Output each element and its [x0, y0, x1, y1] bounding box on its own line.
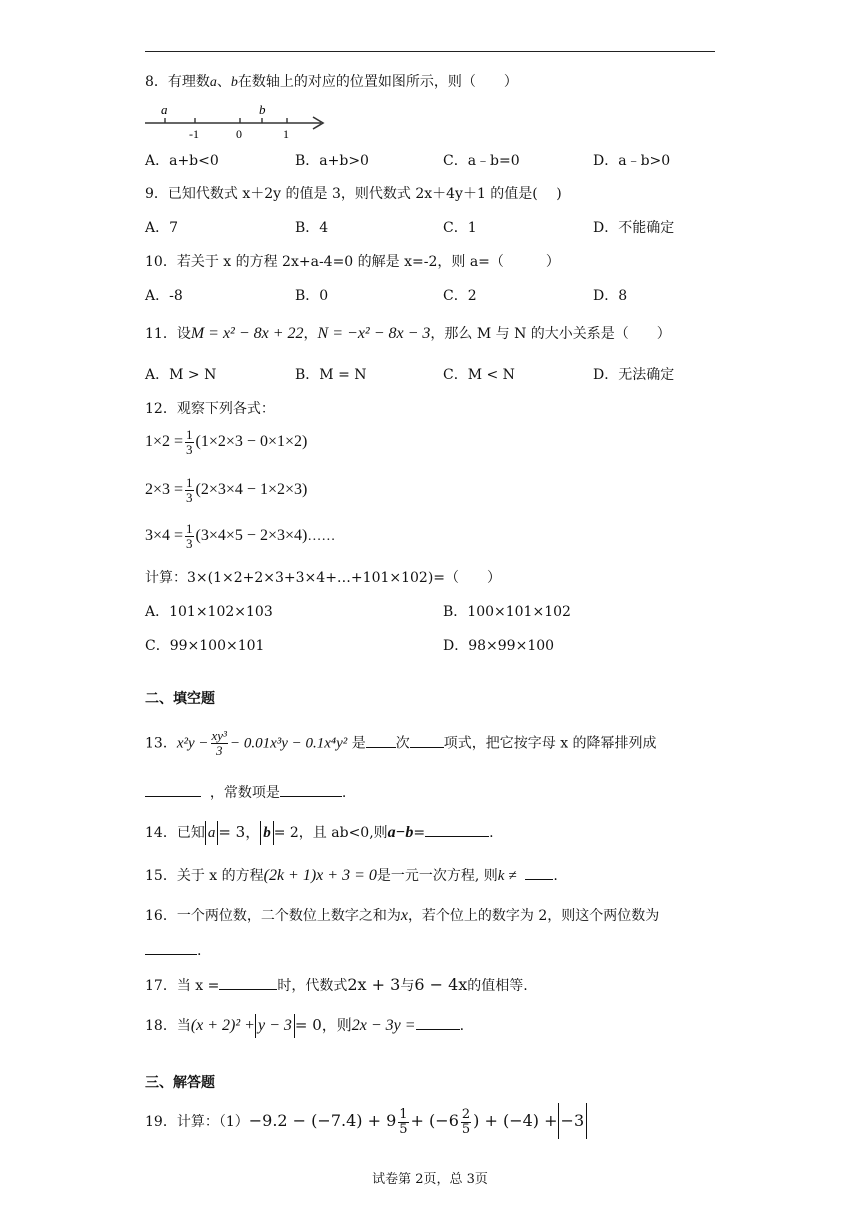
q10-option-d[interactable]: D．8 [593, 288, 628, 304]
q8-option-c[interactable]: C．a﹣b=0 [443, 153, 520, 169]
fraction-one-third: $\frac{1}{3}$ [186, 475, 193, 505]
blank-13d[interactable] [280, 782, 342, 797]
q15-k-neq: k ≠ [497, 868, 517, 884]
q9-option-d[interactable]: D．不能确定 [593, 220, 675, 236]
q12-equation-1 [145, 428, 307, 457]
question-12: 12．观察下列各式： [145, 401, 275, 417]
q13-number: 13． [145, 735, 177, 752]
q9-option-a[interactable]: A．7 [145, 220, 179, 236]
q10-option-b[interactable]: B．0 [295, 288, 329, 304]
question-11 [145, 324, 671, 344]
q12-option-d[interactable]: D．98×99×100 [443, 638, 555, 654]
eq3-left: 3×4 = [145, 527, 184, 545]
blank-15[interactable] [525, 865, 553, 880]
q9-option-b[interactable]: B．4 [295, 220, 329, 236]
q13-expr-b: − 0.01x³y − 0.1x⁴y² [229, 735, 348, 752]
question-19 [145, 1103, 587, 1140]
q12-calc: 计算：3×(1×2+2×3+3×4+…+101×102)=（ ） [145, 570, 502, 586]
q11-n-expression: N = −x² − 8x − 3 [317, 325, 431, 342]
q14-equals: = [413, 825, 426, 841]
q12-option-a[interactable]: A．101×102×103 [145, 604, 273, 620]
q13-text-a: 是 [351, 735, 366, 752]
eq2-left: 2×3 = [145, 481, 184, 499]
question-14 [145, 820, 494, 845]
blank-13a[interactable] [366, 733, 396, 748]
q10-option-a[interactable]: A．-8 [145, 288, 183, 304]
q12-equation-2 [145, 476, 307, 505]
blank-17[interactable] [219, 975, 277, 990]
q14-pre: 14．已知 [145, 825, 205, 841]
q11-option-b[interactable]: B．M = N [295, 367, 367, 383]
q19-expr-1: −9.2 − (−7.4) + 9 [248, 1111, 397, 1130]
tick-minus-1: -1 [189, 127, 199, 141]
q12-option-b[interactable]: B．100×101×102 [443, 604, 571, 620]
eq3-right: (3×4×5 − 2×3×4) [195, 527, 308, 545]
question-16 [145, 906, 659, 926]
eq2-right: (2×3×4 − 1×2×3) [195, 481, 308, 499]
q12-option-c[interactable]: C．99×100×101 [145, 638, 265, 654]
label-a: a [161, 102, 168, 117]
q16-post: ，若个位上的数字为 2，则这个两位数为 [407, 908, 660, 924]
q11-option-d[interactable]: D．无法确定 [593, 367, 675, 383]
eq1-right: (1×2×3 − 0×1×2) [195, 433, 308, 451]
q13-expr-a: x²y − [176, 735, 209, 752]
blank-16[interactable] [145, 940, 197, 955]
q15-equation: (2k + 1)x + 3 = 0 [263, 867, 377, 884]
q14-eq-a: = 3， [218, 823, 261, 841]
blank-14[interactable] [425, 822, 489, 837]
q14-eq-b: = 2，且 ab<0,则 [273, 825, 388, 841]
q19-fraction-1: $\frac{1}{5}$ [399, 1106, 408, 1137]
q15-end: . [553, 868, 558, 884]
question-9: 9．已知代数式 x＋2y 的值是 3，则代数式 2x＋4y＋1 的值是( ) [145, 186, 562, 202]
q17-post: 的值相等. [467, 978, 528, 994]
q17-mid: 时，代数式 [277, 978, 348, 994]
q10-option-c[interactable]: C．2 [443, 288, 477, 304]
q14-a-minus-b: a−b [387, 824, 414, 841]
q11-option-a[interactable]: A．M > N [145, 367, 217, 383]
eq1-left: 1×2 = [145, 433, 184, 451]
section-fill-in-title: 二、填空题 [145, 691, 215, 707]
q12-equation-3 [145, 522, 335, 551]
label-b: b [259, 102, 266, 117]
q8-stem-pre: 8．有理数 [145, 74, 210, 90]
q15-pre: 15．关于 x 的方程 [145, 868, 264, 884]
q18-end: . [459, 1018, 465, 1034]
fraction-one-third: $\frac{1}{3}$ [186, 521, 193, 551]
q18-target: 2x − 3y = [351, 1017, 416, 1034]
number-line-figure [145, 100, 330, 142]
header-rule [145, 51, 715, 52]
question-15 [145, 864, 558, 888]
q8-sep: 、 [216, 74, 231, 90]
q11-m-expression: M = x² − 8x + 22 [190, 325, 304, 342]
question-10: 10．若关于 x 的方程 2x+a-4=0 的解是 x=-2，则 a=（ ） [145, 254, 560, 270]
q13-text-c: 项式，把它按字母 x 的降幂排列成 [443, 735, 657, 752]
q8-var-a: a [209, 75, 217, 90]
blank-13b[interactable] [410, 733, 444, 748]
q19-fraction-2: $\frac{2}{5}$ [461, 1106, 471, 1137]
q18-pre: 18．当 [145, 1018, 191, 1034]
eq3-ellipsis: …… [307, 529, 336, 545]
blank-18[interactable] [416, 1015, 460, 1030]
question-13 [145, 729, 657, 758]
q14-abs-a: a [205, 821, 219, 845]
q19-expr-2: + (−6 [410, 1111, 459, 1130]
tick-1: 1 [283, 127, 289, 141]
q11-option-c[interactable]: C．M < N [443, 367, 515, 383]
q9-option-c[interactable]: C．1 [443, 220, 477, 236]
q13-fraction: $\frac{\text{xy³}}{3}$ [211, 728, 227, 758]
blank-13c[interactable] [145, 782, 201, 797]
q14-end: . [489, 825, 494, 841]
q16-var-x: x [400, 907, 408, 924]
fraction-one-third: $\frac{1}{3}$ [186, 427, 193, 457]
q16-end: . [197, 943, 202, 959]
q15-mid: 是一元一次方程, 则 [376, 868, 498, 884]
q16-pre: 16．一个两位数，二个数位上数字之和为 [145, 908, 401, 924]
q8-var-b: b [230, 75, 238, 90]
q18-expr: (x + 2)² + [190, 1017, 255, 1034]
q8-option-d[interactable]: D．a﹣b>0 [593, 153, 671, 169]
q17-pre: 17．当 x = [145, 978, 220, 994]
page-footer: 试卷第 2页，总 3页 [372, 1172, 488, 1187]
q11-stem-post: ，那么 M 与 N 的大小关系是（ ） [430, 326, 671, 342]
q14-abs-b: b [260, 821, 274, 845]
question-8 [145, 72, 518, 93]
q11-stem-pre: 11．设 [145, 326, 191, 342]
q13-end: . [341, 785, 347, 801]
q18-abs: y − 3 [255, 1014, 295, 1038]
q13-text-b: 次 [395, 735, 410, 752]
q17-expr-1: 2x + 3 [347, 975, 401, 994]
question-18 [145, 1013, 464, 1038]
question-16-line2 [145, 940, 201, 961]
tick-0: 0 [236, 127, 242, 141]
q19-abs: −3 [558, 1103, 588, 1139]
q19-expr-3: ) + (−4) + [473, 1111, 558, 1130]
q17-expr-2: 6 − 4x [414, 975, 468, 994]
q17-and: 与 [400, 978, 415, 994]
q8-option-a[interactable]: A．a+b<0 [145, 153, 219, 169]
q8-stem-post: 在数轴上的对应的位置如图所示，则（ ） [237, 74, 518, 90]
question-17 [145, 973, 528, 998]
section-solve-title: 三、解答题 [145, 1075, 215, 1091]
question-13-line2 [145, 782, 346, 803]
q18-eq0: = 0，则 [294, 1016, 352, 1034]
q8-option-b[interactable]: B．a+b>0 [295, 153, 369, 169]
q13-text-d: ，常数项是 [209, 785, 280, 801]
q19-pre: 19．计算：（1） [145, 1114, 249, 1130]
q11-comma: ， [303, 326, 318, 342]
